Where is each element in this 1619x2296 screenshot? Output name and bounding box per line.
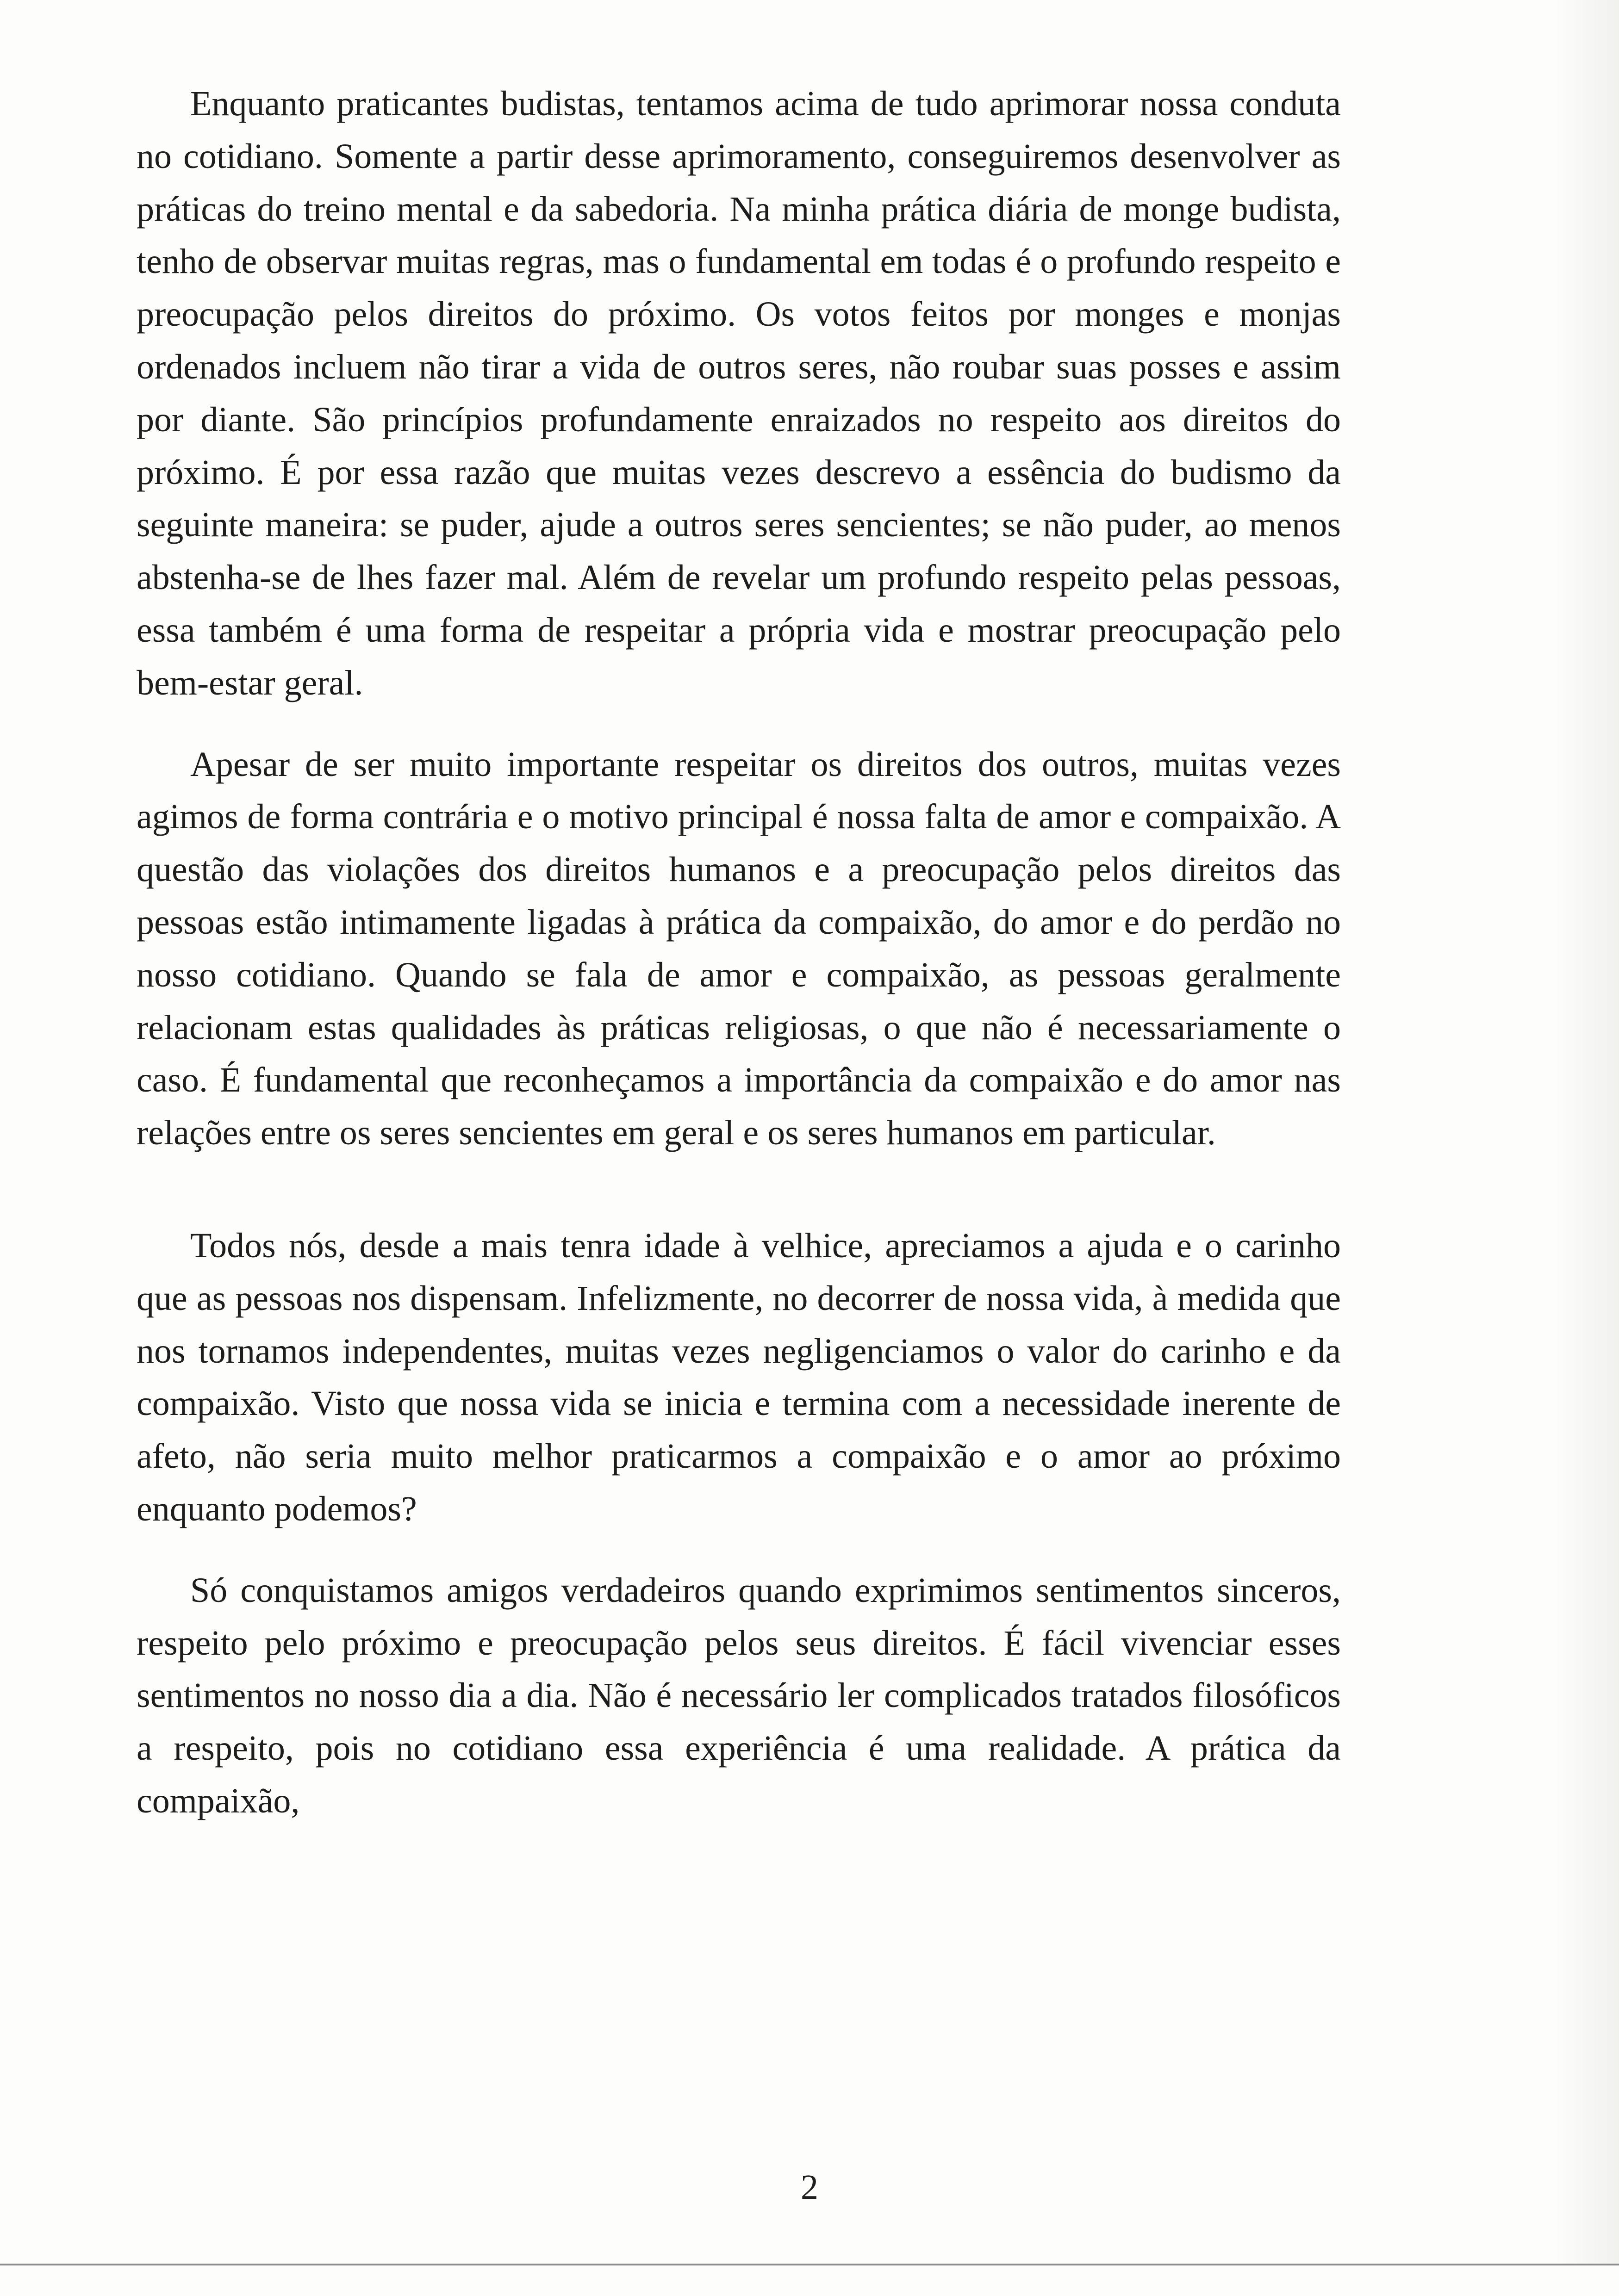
paragraph-4: Só conquistamos amigos verdadeiros quando exprimimos sentimentos sinceros, respeito pelo próximo e preocupação pelos seus direitos. É fácil vivenciar esses sentimentos no nosso dia a dia. Não é necessário ler complicados tratados filosóficos a respeito, pois no cotidiano essa experiência é uma realidade. A prática da compaixão, [137, 1570, 1341, 1820]
paragraph-2: Apesar de ser muito importante respeitar os direitos dos outros, muitas vezes agimos de forma contrária e o motivo principal é nossa falta de amor e compaixão. A questão das violações dos direitos humanos e a preocupação pelos direitos das pessoas estão intimamente ligadas à prática da compaixão, do amor e do perdão no nosso cotidiano. Quando se fala de amor e compaixão, as pessoas geralmente relacionam estas qualidades às práticas religiosas, o que não é necessariamente o caso. É fundamental que reconheçamos a importância da compaixão e do amor nas relações entre os seres sencientes em geral e os seres humanos em particular. [137, 745, 1341, 1153]
page-body [137, 78, 1341, 1828]
scan-edge-shadow [1554, 0, 1619, 2264]
page-number: 2 [801, 2168, 818, 2207]
paragraph-3: Todos nós, desde a mais tenra idade à velhice, apreciamos a ajuda e o carinho que as pessoas nos dispensam. Infelizmente, no decorrer de nossa vida, à medida que nos tornamos independentes, muitas vezes negligenciamos o valor do carinho e da compaixão. Visto que nossa vida se inicia e termina com a necessidade inerente de afeto, não seria muito melhor praticarmos a compaixão e o amor ao próximo enquanto podemos? [137, 1226, 1341, 1528]
scan-bottom-edge [0, 2264, 1619, 2265]
paragraph-1: Enquanto praticantes budistas, tentamos acima de tudo aprimorar nossa conduta no cotidiano. Somente a partir desse aprimoramento, conseguiremos desenvolver as práticas do treino mental e da sabedoria. Na minha prática diária de monge budista, tenho de observar muitas regras, mas o fundamental em todas é o profundo respeito e preocupação pelos direitos do próximo. Os votos feitos por monges e monjas ordenados incluem não tirar a vida de outros seres, não roubar suas posses e assim por diante. São princípios profundamente enraizados no respeito aos direitos do próximo. É por essa razão que muitas vezes descrevo a essência do budismo da seguinte maneira: se puder, ajude a outros seres sencientes; se não puder, ao menos abstenha-se de lhes fazer mal. Além de revelar um profundo respeito pelas pessoas, essa também é uma forma de respeitar a própria vida e mostrar preocupação pelo bem-estar geral. [137, 84, 1341, 702]
